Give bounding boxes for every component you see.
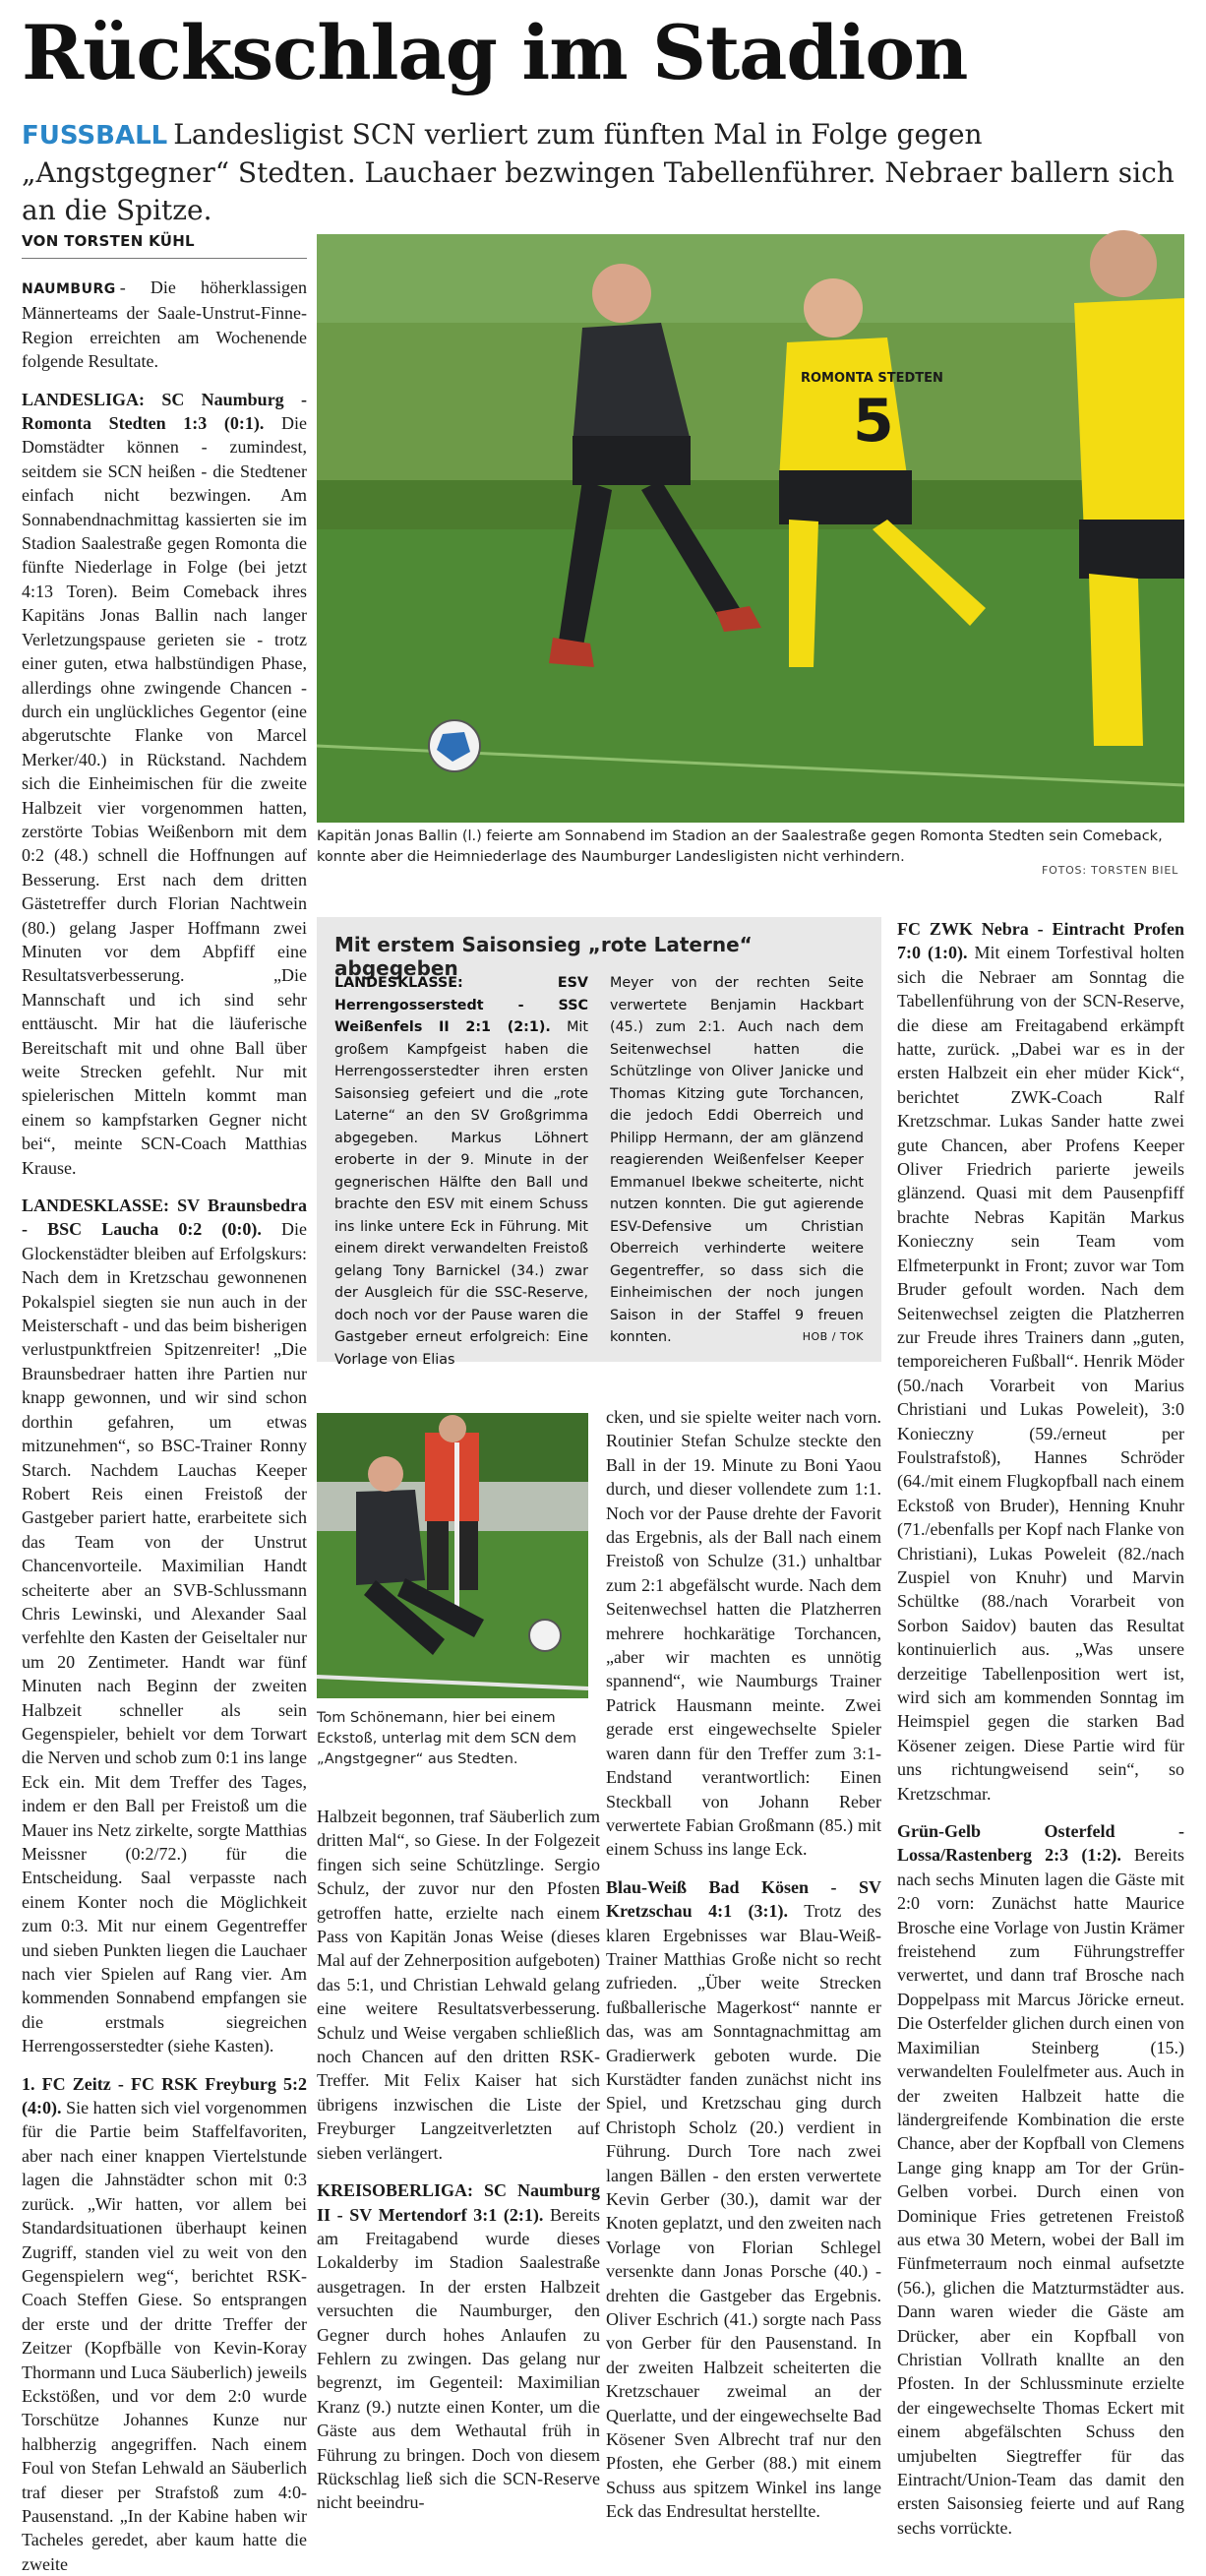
report-heading: LANDESKLASSE: SV Braunsbedra - BSC Laucha 0:2 (0:0). (22, 1196, 307, 1240)
column-4 (897, 917, 1184, 2538)
report-landesliga: LANDESLIGA: SC Naumburg - Romonta Stedten 1:3 (0:1). Die Domstädter können - zumindest, seitdem sie SCN heißen - die Stedtener einfach nicht bezwingen. Am Sonnabendnachmittag kassierten sie im Stadion Saalestraße gegen Romonta die fünfte Niederlage in Folge (bei jetzt 4:13 Toren). Beim Comeback ihres Kapitäns Jonas Ballin nach langer Verletzungspause gerieten sie - trotz einer guten, etwa halbstündigen Phase, allerdings ohne zwingende Chancen - durch ein unglückliches Gegentor (eine abgerutschte Flanke von Marcel Merker/40.) in Rückstand. Nachdem sich die Einheimischen für die zweite Halbzeit vier vorgenommen hatten, zerstörte Tobias Weißenborn mit dem 0:2 (48.) schnell die Hoffnungen auf Besserung. Erst nach dem dritten Gästetreffer durch Florian Nachtwein (80.) gelang Jasper Hoffmann zwei Minuten vor dem Abpfiff eine Resultatsverbesserung. „Die Mannschaft und ich sind sehr enttäuscht. Mir hat die läuferische Bereitschaft mit und ohne Ball über weite Strecken gefehlt. Nur mit spielerischen Mitteln kommt man einem so kampfstarken Gegner nicht bei“, meinte SCN-Coach Matthias Krause. (22, 389, 308, 1178)
main-photo-caption: Kapitän Jonas Ballin (l.) feierte am Sonnabend im Stadion an der Saalestraße gegen Romonta Stedten sein Comeback, konnte aber die Heimniederlage des Naumburger Landesligisten nicht verhindern. (317, 828, 1163, 865)
report-nebra: FC ZWK Nebra - Eintracht Profen 7:0 (1:0). Mit einem Torfestival holten sich die Nebraer am Sonntag die Tabellenführung von der SCN-Reserve, die diese am Freitagabend erkämpft hatte, zurück. „Dabei war es in der ersten Halbzeit ein eher müder Kick“, berichtet ZWK-Coach Ralf Kretzschmar. Lukas Sander hatte zwei gute Chancen, aber Profens Keeper Oliver Friedrich parierte jeweils glänzend. Quasi mit dem Pausenpfiff brachte Nebras Kapitän Markus Konieczny sein Team vom Elfmeterpunkt in Front; zuvor war Tom Bruder gefoult worden. Nach dem Seitenwechsel zeigten die Platzherren zur Freude ihres Trainers dann „guten, temporeicheren Fußball“. Henrik Möder (50./nach Vorarbeit von Marius Christiani und Lukas Poweleit), 3:0 Konieczny (59./erneut per Foulstrafstoß), Hannes Schröder (64./mit einem Flugkopfball nach einem Eckstoß von Bruder), Henning Knuhr (71./ebenfalls per Kopf nach Flanke von Christiani), Lukas Poweleit (82./nach Zuspiel von Knuhr) und Marvin Schültke (88./nach Vorarbeit von Sorbon Saidov) bauten das Resultat kontinuierlich aus. „Was unsere derzeitige Tabellenposition wert ist, wird sich am kommenden Sonntag im Heimspiel gegen die starken Bad Kösener zeigen. Diese Partie wird für uns richtungweisend sein“, so Kretzschmar. (897, 919, 1184, 1804)
report-braunsbedra: LANDESKLASSE: SV Braunsbedra - BSC Laucha 0:2 (0:0). Die Glockenstädter bleiben auf Erfolgskurs: Nach dem in Kretzschau gewonnenen Pokalspiel siegten sie nun auch in der Meisterschaft - und das beim bisherigen verlustpunktfreien Spitzenreiter! „Die Braunsbedraer hatten ihre Partien nur knapp gewonnen, und wir sind schon dorthin gefahren, um etwas mitzunehmen“, so BSC-Trainer Ronny Starch. Nachdem Lauchas Keeper Robert Reis einen Freistoß der Gastgeber pariert hatte, erarbeitete sich das Team von der Unstrut Chancenvorteile. Maximilian Handt scheiterte aber an SVB-Schlussmann Chris Lewinski, und Alexander Saal verfehlte den Kasten der Geiseltaler nur um 20 Zentimeter. Handt war fünf Minuten nach Beginn der zweiten Halbzeit schneller als sein Gegenspieler, behielt vor dem Torwart die Nerven und schob zum 0:1 ins lange Eck ein. Mit dem Treffer des Tages, indem er den Ball per Freistoß um die Mauer ins Netz zirkelte, sorgte Matthias Meissner (0:2/72.) für die Entscheidung. Saal verpasste nach einem Konter noch die Möglichkeit zum 0:3. Mit nur einem Gegentreffer und sieben Punkten liegen die Lauchaer nach vier Spielen auf Rang vier. Am kommenden Sonnabend empfangen sie die erstmals siegreichen Herrengosserstedter (siehe Kasten). (22, 1196, 307, 2056)
info-box-title: Mit erstem Saisonsieg „rote Laterne“ abgegeben (334, 933, 753, 980)
report-heading: 1. FC Zeitz - FC RSK Freyburg 5:2 (4:0). (22, 2073, 307, 2118)
info-box-column-2: Meyer von der rechten Seite verwertete Benjamin Hackbart (45.) zum 2:1. Auch nach dem Seitenwechsel hatten die Schützlinge von Oliver Janicke und Thomas Kitzing gute Torchancen, die jedoch Eddi Oberreich und Philipp Hermann, der am glänzend reagierenden Weißenfelser Keeper Emmanuel Ibekwe scheiterte, nicht nutzen konnten. Die gut agierende ESV-Defensive um Christian Oberreich verhinderte weitere Gegentreffer, so dass sich die Einheimischen der noch jungen Saison in der Staffel 9 freuen konnten. HOB / TOK (610, 972, 864, 1349)
football-action-image (317, 234, 1184, 823)
report-zeitz: 1. FC Zeitz - FC RSK Freyburg 5:2 (4:0). Sie hatten sich viel vorgenommen für die Partie beim Staffelfavoriten, aber nach einer knappen Viertelstunde lagen die Jahnstädter schon mit 0:3 zurück. „Wir hatten, vor allem bei Standardsituationen überhaupt keinen Zugriff, standen viel zu weit von den Gegenspielern weg“, berichtet RSK-Coach Steffen Giese. So entsprangen der erste und der dritte Treffer der Zeitzer (Kopfbälle von Kevin-Koray Thormann und Luca Säuberlich) jeweils Eckstößen, und vor dem 2:0 wurde Torschütze Johannes Kunze nur halbherzig angegriffen. Nach einem Foul von Stefan Lehwald an Säuberlich traf dieser per Strafstoß zum 4:0-Pausenstand. „In der Kabine haben wir Tacheles geredet, aber kaum hatte die zweite (22, 2073, 307, 2574)
column-3 (606, 1405, 881, 2522)
corner-kick-image (317, 1413, 588, 1698)
info-box-column-1: LANDESKLASSE: ESV Herrengosserstedt - SSC Weißenfels II 2:1 (2:1). Mit großem Kampfgeist haben die Herrengosserstedter ihren ersten Saisonsieg gefeiert und die „rote Laterne“ an den SV Großgrimma abgegeben. Markus Löhnert eroberte in der 9. Minute in der gegnerischen Hälfte den Ball und brachte den ESV mit einem Schuss ins linke untere Eck in Führung. Mit einem direkt verwandelten Freistoß gelang Tony Barnickel (34.) zwar der Ausgleich für die SSC-Reserve, doch noch vor der Pause waren die Gastgeber erneut erfolgreich: Eine Vorlage von Elias (334, 975, 589, 1368)
report-osterfeld: Grün-Gelb Osterfeld - Lossa/Rastenberg 2:3 (1:2). Bereits nach sechs Minuten lagen die Gäste mit 2:0 vorn: Zunächst hatte Maurice Brosche eine Vorlage von Justin Krämer freistehend zum Führungstreffer verwertet, und dann traf Brosche nach Doppelpass mit Marcus Jöricke erneut. Die Osterfelder glichen durch einen von Maximilian Steinberg (15.) verwandelten Foulelfmeter aus. Auch in der zweiten Halbzeit hatte die ländergreifende Kombination die erste Chance, aber der Kopfball von Clemens Lange ging knapp am Tor der Grün-Gelben vorbei. Durch einen von Dominique Fries getretenen Freistoß aus etwa 30 Metern, wobei der Ball im Fünfmeterraum noch einmal aufsetzte (56.), glichen die Matzturmstädter aus. Dann waren wieder die Gäste am Drücker, aber ein Kopfball von Christian Vollrath knallte an den Pfosten. In der Schlussminute erzielte der eingewechselte Thomas Eckert mit einem abgefälschten Schuss den umjubelten Siegtreffer für das Eintracht/Union-Team das damit den ersten Saisonsieg feierte und auf Rang sechs vorrückte. (897, 1821, 1184, 2538)
report-heading: Blau-Weiß Bad Kösen - SV Kretzschau 4:1 (3:1). (606, 1876, 881, 1922)
kicker-label: FUSSBALL (22, 121, 168, 151)
photo-credit: FOTOS: TORSTEN BIEL (1041, 864, 1178, 877)
info-box (317, 917, 881, 1368)
headline: Rückschlag im Stadion (22, 9, 968, 96)
report-kreisoberliga-continued: cken, und sie spielte weiter nach vorn. Routinier Stefan Schulze steckte den Ball in der 19. Minute zu Boni Yaou durch, und dieser vollendete zum 1:1. Noch vor der Pause drehte der Favorit das Ergebnis, als der Ball nach einem Freistoß von Schulze (31.) unhaltbar zum 2:1 abgefälscht wurde. Nach dem Seitenwechsel hatten die Platzherren mehrere hochkarätige Torchancen, „aber wir machten es unnötig spannend“, wie Naumburgs Trainer Patrick Hausmann meinte. Zwei gerade erst eingewechselte Spieler waren dann für den Treffer zum 3:1-Endstand verantwortlich: Einen Steckball von Johann Reber verwertete Fabian Großmann (85.) mit einem Schuss ins lange Eck. (606, 1407, 881, 1860)
report-heading: KREISOBERLIGA: SC Naumburg II - SV Mertendorf 3:1 (2:1). (317, 2180, 600, 2225)
info-box-heading: LANDESKLASSE: ESV Herrengosserstedt - SSC Weißenfels II 2:1 (2:1). (334, 975, 588, 1035)
jersey-number: 5 (853, 387, 894, 456)
subheadline-text: Landesligist SCN verliert zum fünften Mal in Folge gegen „Angstgegner“ Stedten. Lauchaer bezwingen Tabellenführer. Nebraer ballern sich an die Spitze. (22, 118, 1175, 226)
column-2 (317, 1805, 600, 2513)
author-signature: HOB / TOK (802, 1330, 864, 1343)
report-bad-koesen: Blau-Weiß Bad Kösen - SV Kretzschau 4:1 (3:1). Trotz des klaren Ergebnisses war Blau-Weiß-Trainer Matthias Große nicht so recht zufrieden. „Über weite Strecken fußballerische Magerkost“ nannte er das, was am Sonntagnachmittag am Gradierwerk geboten wurde. Die Kurstädter fanden zunächst nicht ins Spiel, und Kretzschau ging durch Christoph Scholz (20.) verdient in Führung. Durch Tore nach zwei langen Bällen - den ersten verwertete Kevin Gerber (30.), damit war der Knoten geplatzt, und den zweiten nach Vorlage von Florian Schlegel versenkte dann Jonas Porsche (40.) - drehten die Gastgeber das Ergebnis. Oliver Eschrich (41.) sorgte nach Pass von Gerber für den Pausenstand. In der zweiten Halbzeit scheiterten die Kretzschauer zweimal an der Querlatte, und der eingewechselte Bad Kösener Sven Albrecht traf nur den Pfosten, ehe Gerber (88.) mit einem Schuss aus spitzem Winkel ins lange Eck das Endresultat herstellte. (606, 1876, 881, 2522)
report-kreisoberliga: KREISOBERLIGA: SC Naumburg II - SV Mertendorf 3:1 (2:1). Bereits am Freitagabend wurde dieses Lokalderby im Stadion Saalestraße ausgetragen. In der ersten Halbzeit versuchten die Naumburger, den Gegner durch hohes Anlaufen zu Fehlern zu zwingen. Das gelang nur begrenzt, im Gegenteil: Maximilian Kranz (9.) nutzte einen Konter, um die Gäste aus dem Wethautal früh in Führung zu bringen. Doch von diesem Rückschlag ließ sich die SCN-Reserve nicht beeindru- (317, 2180, 601, 2513)
report-heading: Grün-Gelb Osterfeld - Lossa/Rastenberg 2:3 (1:2). (897, 1821, 1184, 1866)
small-photo-caption: Tom Schönemann, hier bei einem Eckstoß, unterlag mit dem SCN dem „Angstgegner“ aus Stedten. (317, 1710, 577, 1767)
small-photo (317, 1413, 588, 1698)
report-zeitz-continued: Halbzeit begonnen, traf Säuberlich zum dritten Mal“, so Giese. In der Folgezeit fingen sich seine Schützlinge. Sergio Schulz, der zuvor nur den Pfosten getroffen hatte, erzielte nach einem Pass von Kapitän Jonas Weise (dieses Mal auf der Zehnerposition aufgeboten) das 5:1, und Christian Lehwald gelang eine weitere Resultatsverbesserung. Schulz und Weise vergaben schließlich noch Chancen auf den dritten RSK-Treffer. Mit Felix Kaiser hat sich übrigens inzwischen die Liste der Freyburger Langzeitverletzten auf sieben verlängert. (317, 1807, 600, 2163)
column-1 (22, 276, 308, 2574)
report-heading: FC ZWK Nebra - Eintracht Profen 7:0 (1:0). (897, 919, 1184, 963)
byline-rule (22, 258, 307, 259)
subheadline (22, 116, 1182, 229)
main-photo (317, 234, 1184, 823)
byline: VON TORSTEN KÜHL (22, 232, 195, 250)
jersey-text: ROMONTA STEDTEN (801, 371, 943, 386)
report-heading: LANDESLIGA: SC Naumburg - Romonta Stedten 1:3 (0:1). (22, 389, 307, 434)
intro-paragraph: NAUMBURG - Die höherklassigen Männerteams der Saale-Unstrut-Finne-Region erreichten am Wochenende folgende Resultate. (22, 277, 307, 372)
dateline: NAUMBURG (22, 281, 116, 297)
